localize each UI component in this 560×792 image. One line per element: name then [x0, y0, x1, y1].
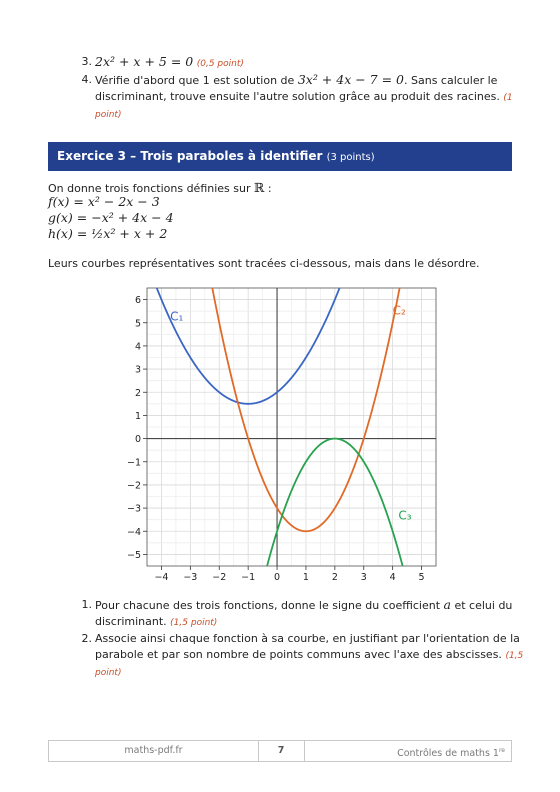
x-tick-label: 4	[389, 572, 396, 583]
x-tick-label: 0	[274, 572, 281, 583]
question-text-cont: et celui du	[454, 599, 513, 612]
question-text-line2: discriminant.	[95, 615, 167, 628]
real-set-symbol: ℝ	[254, 180, 265, 195]
points-label: (1,5	[505, 651, 524, 661]
disorder-text: Leurs courbes représentatives sont tracées ci-dessous, mais dans le désordre.	[48, 257, 480, 270]
question-4	[78, 72, 518, 120]
intro-text	[48, 180, 272, 195]
question-text: Associe ainsi chaque fonction à sa courbe, en justifiant par l'orientation de la	[95, 632, 520, 645]
x-tick-label: −3	[183, 572, 198, 583]
function-g: g(x) = −x² + 4x − 4	[48, 210, 174, 225]
y-tick-label: 5	[134, 318, 141, 330]
question-text-cont: . Sans calculer le	[404, 74, 498, 87]
footer-title	[397, 741, 505, 761]
equation: 2x² + x + 5 = 0	[95, 54, 194, 69]
footer-title-sup: re	[498, 747, 505, 754]
y-tick-label: −5	[126, 549, 141, 561]
function-h: h(x) = ½x² + x + 2	[48, 226, 168, 241]
coefficient-symbol: a	[443, 597, 451, 612]
y-tick-label: 0	[134, 434, 141, 446]
question-text-line2: parabole et par son nombre de points communs avec l'axe des abscisses.	[95, 648, 502, 661]
question-text: Pour chacune des trois fonctions, donne le signe du coefficient	[95, 599, 441, 612]
x-tick-label: −2	[212, 572, 227, 583]
points-label-cont: point)	[95, 110, 122, 120]
points-label: (1,5 point)	[170, 618, 218, 628]
equation: 3x² + 4x − 7 = 0	[297, 72, 404, 87]
exercise-banner	[48, 142, 512, 171]
question-number: 3.	[81, 55, 92, 68]
x-tick-label: 1	[302, 572, 309, 583]
function-f: f(x) = x² − 2x − 3	[48, 194, 160, 209]
y-tick-label: 3	[134, 364, 141, 376]
curve-label-3: C₃	[398, 508, 412, 523]
page-footer	[48, 740, 512, 762]
y-tick-label: 4	[134, 341, 141, 353]
exercise-points: (3 points)	[326, 152, 375, 163]
y-tick-label: −2	[126, 480, 141, 492]
question-2	[78, 631, 524, 679]
x-tick-label: 5	[418, 572, 425, 583]
y-tick-label: −1	[126, 457, 141, 469]
x-tick-label: 3	[360, 572, 367, 583]
footer-site: maths-pdf.fr	[49, 741, 259, 761]
footer-page-number: 7	[258, 741, 305, 761]
footer-title-text: Contrôles de maths 1	[397, 748, 499, 760]
points-label: (1	[503, 93, 513, 103]
question-number: 1.	[81, 598, 92, 611]
question-number: 4.	[81, 73, 92, 86]
y-tick-label: 1	[134, 410, 141, 422]
y-tick-label: 2	[134, 387, 141, 399]
exercise-title: Exercice 3 – Trois paraboles à identifier	[57, 149, 323, 163]
question-number: 2.	[81, 632, 92, 645]
intro-colon: :	[264, 182, 272, 195]
y-tick-label: 6	[134, 295, 141, 307]
curve-label-1: C₁	[170, 309, 184, 324]
y-tick-label: −3	[126, 503, 141, 515]
question-3	[78, 54, 518, 70]
question-text: Vérifie d'abord que 1 est solution de	[95, 74, 295, 87]
points-label: (0,5 point)	[196, 59, 244, 69]
parabolas-chart	[120, 286, 440, 586]
curve-label-2: C₂	[392, 303, 406, 318]
question-text-line2: discriminant, trouve ensuite l'autre solution grâce au produit des racines.	[95, 90, 500, 103]
points-label-cont: point)	[95, 668, 122, 678]
y-tick-label: −4	[126, 526, 141, 538]
intro-sentence: On donne trois fonctions définies sur	[48, 182, 251, 195]
question-1	[78, 597, 518, 629]
x-tick-label: 2	[331, 572, 338, 583]
x-tick-label: −4	[154, 572, 169, 583]
x-tick-label: −1	[241, 572, 256, 583]
